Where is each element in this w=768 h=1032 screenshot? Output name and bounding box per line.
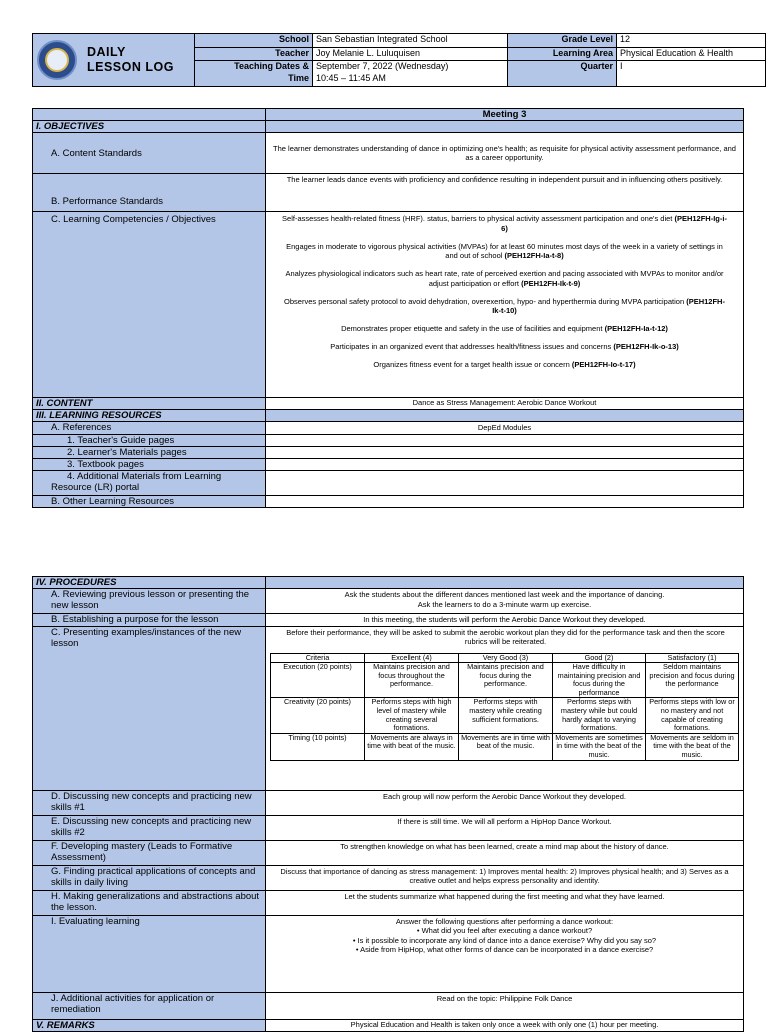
evaluation-question: • Aside from HipHop, what other forms of dance can be incorporated in a dance exercise?: [270, 945, 739, 955]
dates-label: [195, 61, 313, 86]
content-standards-label: A. Content Standards: [33, 133, 266, 174]
content-value: Dance as Stress Management: Aerobic Dance Workout: [266, 398, 744, 410]
competency-item: Self-assesses health-related fitness (HRF). status, barriers to physical activity assessment participation and one's diet (PEH12FH-Ig-i-6): [282, 214, 727, 233]
lr-portal-label-line-2: Resource (LR) portal: [51, 482, 140, 493]
other-resources-value: [266, 496, 744, 508]
rubric-header: Satisfactory (1): [646, 653, 739, 663]
procedure-f-text: To strengthen knowledge on what has been learned, create a mind map about the history of dance.: [266, 840, 744, 865]
remarks-value: Physical Education and Health is taken only once a week with only one (1) hour per meeting.: [266, 1019, 744, 1031]
teacher-label: Teacher: [195, 48, 313, 62]
grade-value: 12: [617, 34, 765, 48]
time-value: 10:45 – 11:45 AM: [316, 72, 386, 83]
learners-materials-label: 2. Learner's Materials pages: [33, 447, 266, 459]
procedure-j-label: J. Additional activities for application or remediation: [33, 992, 266, 1019]
procedure-a-label: A. Reviewing previous lesson or presenting the new lesson: [33, 589, 266, 614]
rubric-header: Good (2): [553, 653, 646, 663]
procedure-i-cell: [266, 915, 744, 992]
procedure-b-text: In this meeting, the students will perform the Aerobic Dance Workout they developed.: [266, 614, 744, 627]
dates-label-line-1: Teaching Dates &: [234, 61, 309, 71]
rubric-cell: Execution (20 points): [271, 663, 365, 698]
evaluation-questions: [270, 926, 739, 955]
title-line-2: LESSON LOG: [87, 60, 174, 74]
rubric-cell: Movements are sometimes in time with the beat of the music.: [553, 733, 646, 760]
procedure-b-label: B. Establishing a purpose for the lesson: [33, 614, 266, 627]
learning-area-label: Learning Area: [508, 48, 617, 62]
procedure-d-label: D. Discussing new concepts and practicing new skills #1: [33, 790, 266, 815]
rubric-header: Criteria: [271, 653, 365, 663]
quarter-label: Quarter: [508, 61, 617, 86]
learning-competencies-label: C. Learning Competencies / Objectives: [33, 212, 266, 398]
teachers-guide-label: 1. Teacher's Guide pages: [33, 435, 266, 447]
competency-item: Participates in an organized event that addresses health/fitness issues and concerns (PEH12FH-Ik-o-13): [330, 342, 679, 351]
rubric-header: Excellent (4): [365, 653, 459, 663]
teacher-value: Joy Melanie L. Luluquisen: [313, 48, 508, 62]
rubric-table: [270, 653, 739, 761]
procedures-section-fill: [266, 577, 744, 589]
procedure-h-label: H. Making generalizations and abstractions about the lesson.: [33, 890, 266, 915]
rubric-cell: Performs steps with low or no mastery and not capable of creating formations.: [646, 698, 739, 733]
evaluation-intro: Answer the following questions after performing a dance workout:: [395, 916, 614, 926]
lesson-log-header: [32, 33, 766, 87]
lr-portal-label-line-1: 4. Additional Materials from Learning: [67, 471, 222, 482]
objectives-section-title: I. OBJECTIVES: [33, 121, 266, 133]
rubric-cell: Performs steps with mastery while but could hardly adapt to varying formations.: [553, 698, 646, 733]
objectives-table: [32, 108, 744, 508]
procedure-g-label: G. Finding practical applications of concepts and skills in daily living: [33, 865, 266, 890]
competency-item: Observes personal safety protocol to avoid dehydration, overexertion, hypo- and hyperthermia during MVPA participation (PEH12FH-Ik-t-10): [284, 296, 725, 315]
rubric-cell: Timing (10 points): [271, 733, 365, 760]
evaluation-question: • Is it possible to incorporate any kind of dance into a dance exercise? Why did you say so?: [270, 936, 739, 946]
rubric-cell: Movements are in time with beat of the music.: [459, 733, 553, 760]
blank-header-cell: [33, 109, 266, 121]
procedures-section-title: IV. PROCEDURES: [33, 577, 266, 589]
textbook-pages-value: [266, 459, 744, 471]
dates-label-line-2: Time: [288, 72, 309, 83]
references-label: A. References: [33, 422, 266, 435]
rubric-cell: Creativity (20 points): [271, 698, 365, 733]
learning-competencies-list: [266, 212, 744, 398]
procedure-f-label: F. Developing mastery (Leads to Formative Assessment): [33, 840, 266, 865]
procedure-d-text: Each group will now perform the Aerobic Dance Workout they developed.: [266, 790, 744, 815]
quarter-value: I: [620, 61, 623, 71]
title-line-1: DAILY: [87, 45, 126, 59]
header-info-grid: [195, 34, 765, 86]
procedure-a-text: [266, 589, 744, 614]
rubric-cell: Seldom maintains precision and focus during the performance: [646, 663, 739, 698]
rubric-row-execution: [271, 663, 739, 698]
procedures-table: [32, 576, 744, 1032]
rubric-cell: Movements are seldom in time with the beat of the music.: [646, 733, 739, 760]
procedure-c-cell: [266, 626, 744, 790]
rubric-cell: Maintains precision and focus throughout the performance.: [365, 663, 459, 698]
procedure-c-label: C. Presenting examples/instances of the new lesson: [33, 626, 266, 790]
learning-area-value: Physical Education & Health: [617, 48, 765, 62]
grade-label: Grade Level: [508, 34, 617, 48]
rubric-header: Very Good (3): [459, 653, 553, 663]
objectives-section-fill: [266, 121, 744, 133]
competency-item: Analyzes physiological indicators such as heart rate, rate of perceived exertion and pacing associated with MVPAs to monitor and/or adjust participation or effort (PEH12FH-Ik-t-9): [285, 269, 724, 288]
procedure-i-label: I. Evaluating learning: [33, 915, 266, 992]
meeting-header: Meeting 3: [266, 109, 744, 121]
deped-seal-icon: [37, 40, 77, 80]
procedure-e-label: E. Discussing new concepts and practicing new skills #2: [33, 815, 266, 840]
rubric-row-creativity: [271, 698, 739, 733]
remarks-section-title: V. REMARKS: [33, 1019, 266, 1031]
school-label: School: [195, 34, 313, 48]
competency-item: Engages in moderate to vigorous physical activities (MVPAs) for at least 60 minutes most days of the week in a variety of settings in and out of school (PEH12FH-Ia-t-8): [286, 241, 723, 260]
references-value: DepEd Modules: [266, 422, 744, 435]
competency-item: Organizes fitness event for a target health issue or concern (PEH12FH-Io-t-17): [373, 360, 636, 369]
lr-portal-value: [266, 471, 744, 496]
lr-portal-label: [33, 471, 266, 496]
performance-standards-text: The learner leads dance events with proficiency and confidence resulting in independent pursuit and in influencing others positively.: [266, 174, 744, 212]
resources-section-fill: [266, 410, 744, 422]
other-resources-label: B. Other Learning Resources: [33, 496, 266, 508]
teachers-guide-value: [266, 435, 744, 447]
procedure-h-text: Let the students summarize what happened during the first meeting and what they have learned.: [266, 890, 744, 915]
procedure-j-text: Read on the topic: Philippine Folk Dance: [266, 992, 744, 1019]
rubric-cell: Movements are always in time with beat of the music.: [365, 733, 459, 760]
procedure-a-line-1: Ask the students about the different dances mentioned last week and the importance of dancing.: [344, 590, 665, 599]
rubric-row-timing: [271, 733, 739, 760]
learners-materials-value: [266, 447, 744, 459]
content-section-title: II. CONTENT: [33, 398, 266, 410]
date-value: September 7, 2022 (Wednesday): [316, 61, 449, 71]
school-value: San Sebastian Integrated School: [313, 34, 508, 48]
date-time-value: [313, 61, 508, 86]
rubric-cell: Performs steps with high level of mastery while creating several formations.: [365, 698, 459, 733]
rubric-cell: Maintains precision and focus during the performance.: [459, 663, 553, 698]
procedure-e-text: If there is still time. We will all perform a HipHop Dance Workout.: [266, 815, 744, 840]
textbook-pages-label: 3. Textbook pages: [33, 459, 266, 471]
procedure-c-text: Before their performance, they will be asked to submit the aerobic workout plan they did for the performance task and then the score rubrics will be reiterated.: [286, 627, 725, 646]
performance-standards-label: B. Performance Standards: [33, 174, 266, 212]
rubric-cell: Performs steps with mastery while creating sufficient formations.: [459, 698, 553, 733]
content-standards-text: The learner demonstrates understanding of dance in optimizing one's health; as requisite for physical activity assessment performance, and as a career opportunity.: [266, 133, 744, 174]
competency-item: Demonstrates proper etiquette and safety in the use of facilities and equipment (PEH12FH-Ia-t-12): [341, 324, 668, 333]
rubric-cell: Have difficulty in maintaining precision and focus during the performance: [553, 663, 646, 698]
procedure-g-text: Discuss that importance of dancing as stress management: 1) Improves mental health: 2) Improves physical health; and 3) Serves as a creative outlet and helps express personality and identity.: [266, 865, 744, 890]
procedure-a-line-2: Ask the learners to do a 3-minute warm up exercise.: [417, 599, 592, 609]
document-title: [87, 45, 174, 75]
evaluation-question: • What did you feel after executing a dance workout?: [270, 926, 739, 936]
logo-area: [33, 34, 195, 86]
resources-section-title: III. LEARNING RESOURCES: [33, 410, 266, 422]
